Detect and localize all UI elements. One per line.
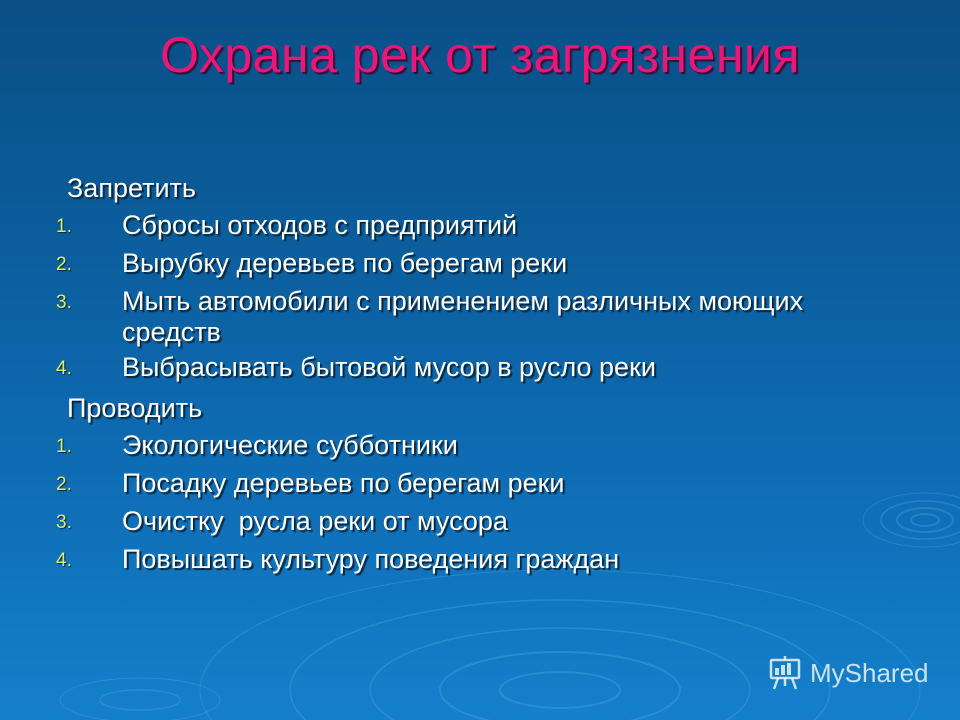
list-item-number: 2. xyxy=(56,254,72,275)
watermark-text: MyShared xyxy=(810,657,929,688)
list-item xyxy=(56,430,916,464)
list-item-text: Очистку русла реки от мусора xyxy=(122,506,508,536)
list-item-number: 1. xyxy=(56,436,72,457)
list-item-number: 3. xyxy=(56,292,72,313)
list-item xyxy=(56,506,916,540)
list-item-number: 1. xyxy=(56,216,72,237)
list-item xyxy=(56,286,916,348)
list-item xyxy=(56,544,916,578)
list-item-text: Посадку деревьев по берегам реки xyxy=(122,468,565,498)
list-item-text: Экологические субботники xyxy=(122,430,458,460)
list-item-number: 4. xyxy=(56,358,72,379)
section-heading-conduct: Проводить xyxy=(67,393,203,423)
list-item-text: Вырубку деревьев по берегам реки xyxy=(122,248,568,278)
list-item-number: 3. xyxy=(56,512,72,533)
list-item-text: Выбрасывать бытовой мусор в русло реки xyxy=(122,352,656,382)
watermark-logo xyxy=(768,655,929,691)
list-item xyxy=(56,210,916,244)
slide-title: Охрана рек от загрязнения xyxy=(160,27,800,83)
list-item xyxy=(56,468,916,502)
list-item xyxy=(56,352,916,386)
list-item-text: Мыть автомобили с применением различных моющих средств xyxy=(122,286,804,347)
list-item-number: 2. xyxy=(56,474,72,495)
list-item-text: Сбросы отходов с предприятий xyxy=(122,210,518,240)
list-item-text: Повышать культуру поведения граждан xyxy=(122,544,620,574)
slide-content xyxy=(56,170,916,582)
section-heading-forbid: Запретить xyxy=(67,173,196,203)
list-item-number: 4. xyxy=(56,550,72,571)
list-item xyxy=(56,248,916,282)
presentation-board-icon xyxy=(768,655,802,691)
